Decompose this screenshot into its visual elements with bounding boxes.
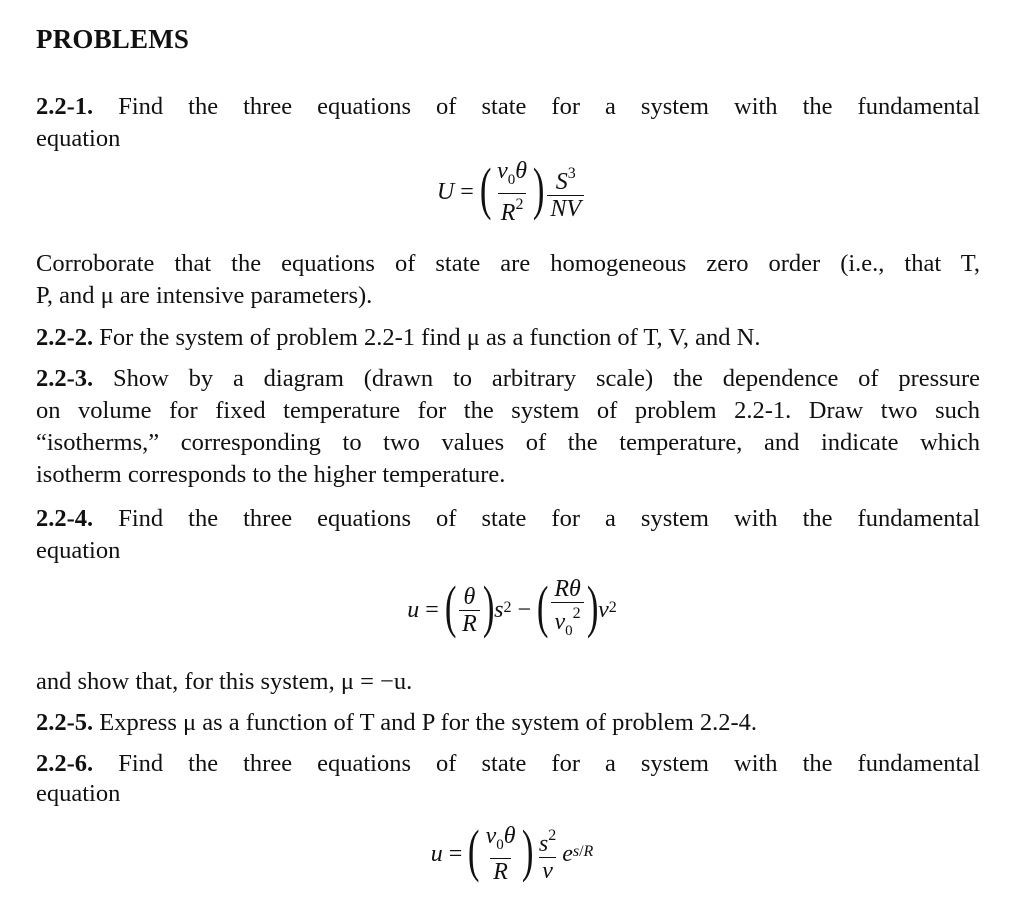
problem-number: 2.2-4. — [36, 505, 94, 532]
problem-2-2-4-after: and show that, for this system, μ = −u. — [36, 668, 413, 695]
problem-2-2-6-line2: equation — [36, 780, 121, 807]
problem-number: 2.2-6. — [36, 750, 94, 777]
equation-1: U = ( $\frac{v_0\theta}{R^2}$ ) $\frac{S^3}{NV}$ — [0, 152, 1024, 232]
problem-2-2-3-line3: “isotherms,” corresponding to two values of the temperature, and indicate which — [36, 429, 980, 456]
problem-2-2-4-line2: equation — [36, 537, 121, 564]
problem-2-2-2 — [36, 322, 980, 354]
equation-3: u = ( $\frac{v_0\theta}{R}$ ) $\frac{s^2}{v}$ e $^{s /R}$ — [430, 818, 594, 885]
problem-number: 2.2-5. — [36, 709, 94, 736]
problem-2-2-6-line1 — [36, 748, 980, 780]
problem-number: 2.2-3. — [36, 365, 94, 392]
problem-text: Find the three equations of state for a system with the fundamental — [118, 93, 981, 120]
problem-text: Find the three equations of state for a system with the fundamental — [118, 750, 981, 777]
section-heading: PROBLEMS — [36, 24, 190, 54]
problem-number: 2.2-1. — [36, 93, 94, 120]
problem-2-2-3-line4: isotherm corresponds to the higher temperature. — [36, 461, 506, 488]
problem-2-2-5 — [36, 707, 980, 739]
problem-2-2-3-line1 — [36, 363, 980, 395]
problem-number: 2.2-2. — [36, 324, 94, 351]
problem-text: Express μ as a function of T and P for the system of problem 2.2-4. — [99, 709, 758, 736]
problem-2-2-1-line1 — [36, 91, 980, 123]
problem-2-2-1-after-line1: Corroborate that the equations of state are homogeneous zero order (i.e., that T, — [36, 250, 980, 277]
problem-text: For the system of problem 2.2-1 find μ as a function of T, V, and N. — [99, 324, 761, 351]
equation-2: u = ( $\frac{\theta}{R}$ ) s $^2$ − ( $\frac{R\theta}{v_0^2}$ ) v $^2$ — [0, 570, 1024, 650]
problem-2-2-1-after-line2: P, and μ are intensive parameters). — [36, 282, 373, 309]
problem-text: Show by a diagram (drawn to arbitrary scale) the dependence of pressure — [113, 365, 981, 392]
problem-text: Find the three equations of state for a system with the fundamental — [118, 505, 981, 532]
problem-2-2-3-line2: on volume for fixed temperature for the system of problem 2.2-1. Draw two such — [36, 397, 980, 424]
problem-2-2-1-line2: equation — [36, 125, 121, 152]
problem-2-2-4-line1 — [36, 503, 980, 535]
